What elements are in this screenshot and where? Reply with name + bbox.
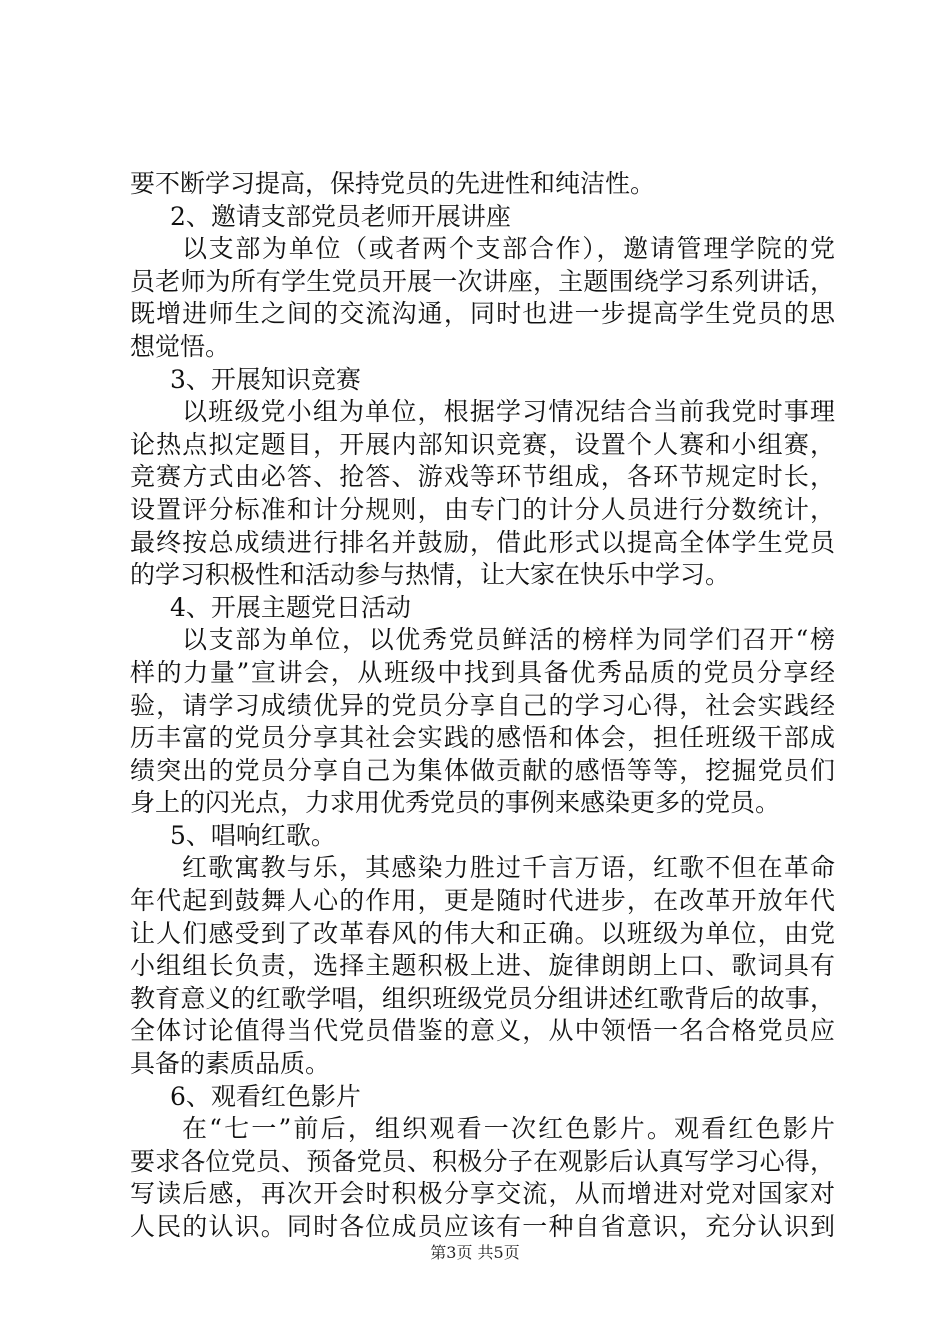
- paragraph-line: 竞赛方式由必答、抢答、游戏等环节组成，各环节规定时长，: [130, 462, 835, 492]
- paragraph-line: 人民的认识。同时各位成员应该有一种自省意识，充分认识到: [130, 1212, 835, 1241]
- paragraph-line: 以支部为单位（或者两个支部合作），邀请管理学院的党: [182, 234, 835, 264]
- paragraph-line: 验，请学习成绩优异的党员分享自己的学习心得，社会实践经: [130, 690, 835, 720]
- paragraph-line: 绩突出的党员分享自己为集体做贡献的感悟等等，挖掘党员们: [130, 755, 835, 785]
- section-heading: 3、开展知识竞赛: [170, 364, 361, 394]
- paragraph-line: 让人们感受到了改革春风的伟大和正确。以班级为单位，由党: [130, 918, 835, 948]
- paragraph-line: 想觉悟。: [130, 331, 231, 361]
- paragraph-line: 年代起到鼓舞人心的作用，更是随时代进步，在改革开放年代: [130, 886, 835, 916]
- paragraph-line: 以班级党小组为单位，根据学习情况结合当前我党时事理: [182, 397, 835, 427]
- paragraph-line: 既增进师生之间的交流沟通，同时也进一步提高学生党员的思: [130, 299, 835, 329]
- document-body: [130, 168, 835, 1244]
- paragraph-line: 全体讨论值得当代党员借鉴的意义，从中领悟一名合格党员应: [130, 1016, 835, 1046]
- paragraph-line: 历丰富的党员分享其社会实践的感悟和体会，担任班级干部成: [130, 723, 835, 753]
- paragraph-line: 要求各位党员、预备党员、积极分子在观影后认真写学习心得，: [130, 1146, 835, 1176]
- paragraph-line: 设置评分标准和计分规则，由专门的计分人员进行分数统计，: [130, 494, 835, 524]
- paragraph-line: 教育意义的红歌学唱，组织班级党员分组讲述红歌背后的故事，: [130, 983, 835, 1013]
- section-heading: 4、开展主题党日活动: [170, 592, 411, 622]
- paragraph-line: 具备的素质品质。: [130, 1049, 331, 1079]
- paragraph-line: 论热点拟定题目，开展内部知识竞赛，设置个人赛和小组赛，: [130, 429, 835, 459]
- paragraph-line: 红歌寓教与乐，其感染力胜过千言万语，红歌不但在革命: [182, 853, 835, 883]
- paragraph-line: 员老师为所有学生党员开展一次讲座，主题围绕学习系列讲话，: [130, 266, 835, 296]
- paragraph-line: 最终按总成绩进行排名并鼓励，借此形式以提高全体学生党员: [130, 527, 835, 557]
- paragraph-line: 身上的闪光点，力求用优秀党员的事例来感染更多的党员。: [130, 788, 781, 818]
- section-heading: 5、唱响红歌。: [170, 820, 336, 850]
- paragraph-line: 写读后感，再次开会时积极分享交流，从而增进对党对国家对: [130, 1179, 835, 1209]
- paragraph-line: 要不断学习提高，保持党员的先进性和纯洁性。: [130, 169, 656, 198]
- section-heading: 2、邀请支部党员老师开展讲座: [170, 201, 511, 231]
- paragraph-line: 的学习积极性和活动参与热情，让大家在快乐中学习。: [130, 560, 731, 590]
- paragraph-line: 在“七一”前后，组织观看一次红色影片。观看红色影片: [182, 1114, 835, 1144]
- page-footer: 第3页 共5页: [430, 1243, 520, 1262]
- paragraph-line: 以支部为单位，以优秀党员鲜活的榜样为同学们召开“榜: [182, 625, 835, 655]
- paragraph-line: 样的力量”宣讲会，从班级中找到具备优秀品质的党员分享经: [130, 657, 835, 687]
- section-heading: 6、观看红色影片: [170, 1081, 361, 1111]
- paragraph-line: 小组组长负责，选择主题积极上进、旋律朗朗上口、歌词具有: [130, 951, 835, 981]
